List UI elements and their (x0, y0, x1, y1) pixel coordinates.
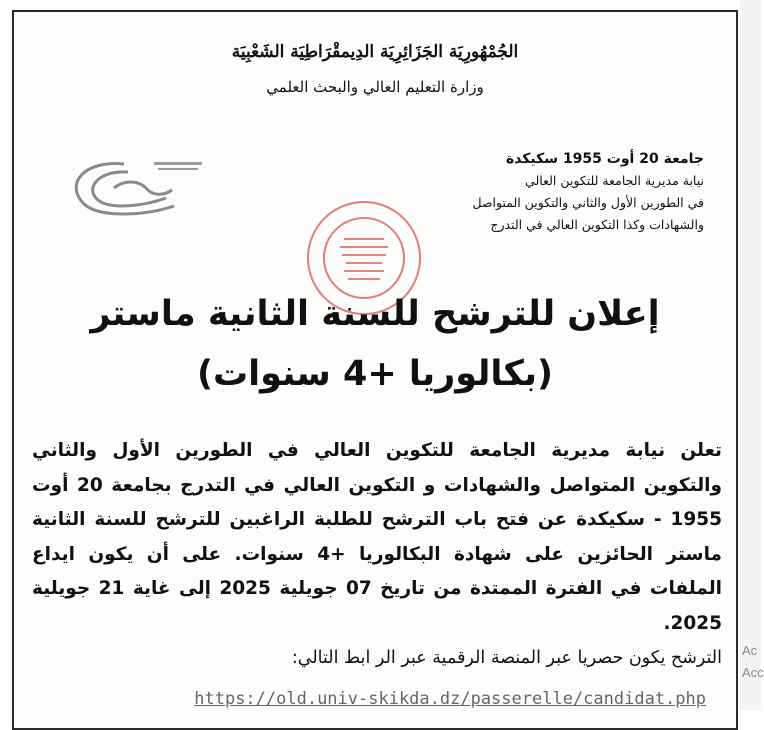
directorate-line-3: والشهادات وكذا التكوين العالي في التدرج (490, 217, 704, 232)
directorate-line-1: نيابة مديرية الجامعة للتكوين العالي (525, 173, 704, 188)
ministry-header: وزارة التعليم العالي والبحث العلمي (266, 78, 484, 96)
announcement-subtitle: (بكالوريا +4 سنوات) (196, 354, 554, 394)
university-info (214, 148, 704, 236)
announcement-title: إعلان للترشح للسنة الثانية ماستر (90, 294, 660, 334)
background-strip (740, 0, 761, 710)
directorate-line-2: في الطورين الأول والثاني والتكوين المتواصل (472, 195, 704, 210)
republic-header: الجُمْهُورِيَة الجَزَائِرِيَة الدِيمقْرَاطِيَة الشَعْبِيَة (231, 42, 519, 62)
activation-overlay (742, 640, 764, 684)
announcement-document (12, 10, 738, 730)
overlay-line-2: Acc (742, 665, 764, 680)
overlay-line-1: Ac (742, 643, 758, 658)
university-name: جامعة 20 أوت 1955 سكيكدة (505, 151, 704, 167)
platform-note: الترشح يكون حصريا عبر المنصة الرقمية عبر الر ابط التالي: (291, 648, 722, 668)
candidate-platform-link[interactable]: https://old.univ-skikda.dz/passerelle/candidat.php (194, 689, 706, 709)
university-logo (54, 154, 214, 226)
announcement-body: تعلن نيابة مديرية الجامعة للتكوين العالي في الطورين الأول والثاني والتكوين المتواصل والشهادات و التكوين العالي في التدرج بجامعة 20 أوت 1955 - سكيكدة عن فتح باب الترشح للطلبة الراغبين للترشح للسنة الثانية ماستر الحائزين على شهادة البكالوريا +4 سنوات. على أن يكون ايداع الملفات في الفترة الممتدة من تاريخ 07 جويلية 2025 إلى غاية 21 جويلية 2025. (32, 440, 723, 634)
